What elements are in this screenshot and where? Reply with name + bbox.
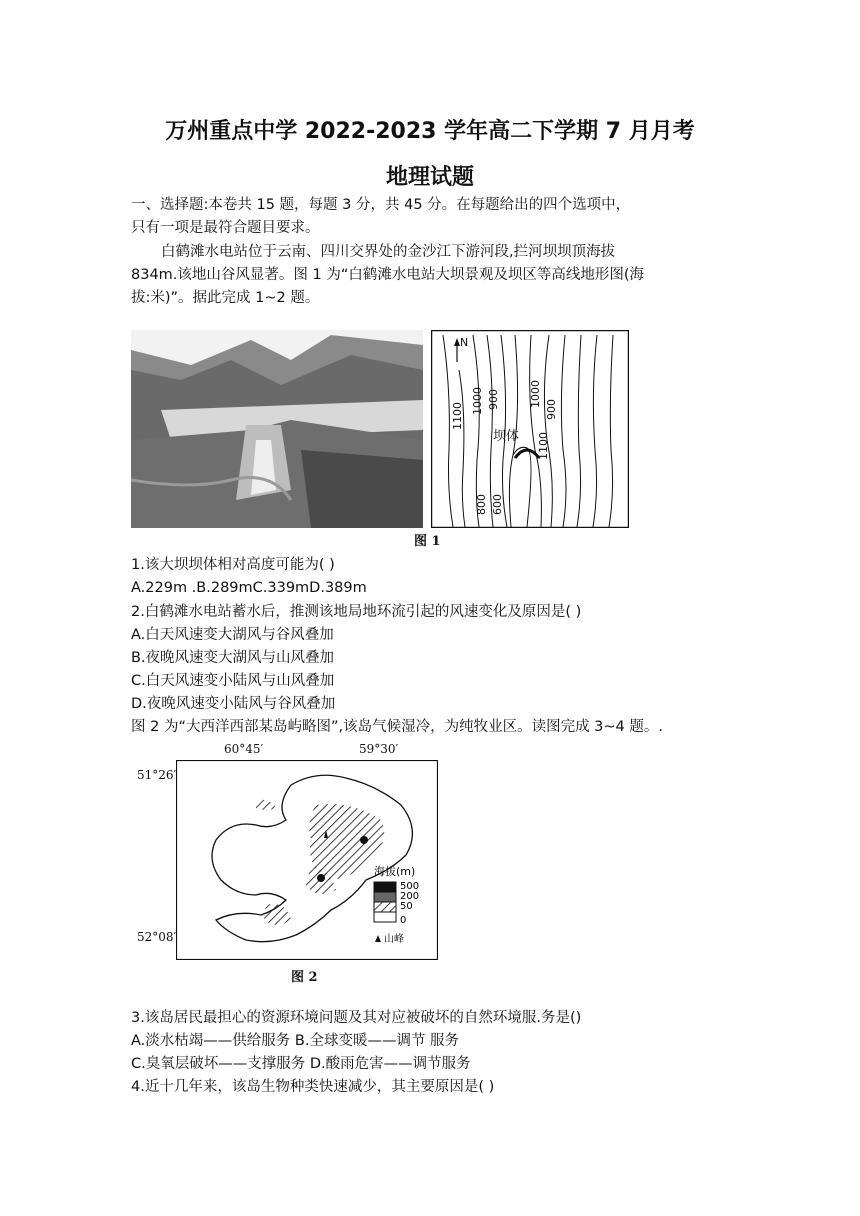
passage1-line1: 白鹤滩水电站位于云南、四川交界处的金沙江下游河段,拦河坝坝顶海拔 <box>161 244 616 260</box>
q2-option-d: D.夜晚风速变小陆风与谷风叠加 <box>131 696 336 712</box>
contour-map <box>431 330 629 528</box>
figure1 <box>131 330 631 548</box>
q2-option-c: C.白天风速变小陆风与山风叠加 <box>131 673 335 689</box>
q2-option-a: A.白天风速变大湖风与谷风叠加 <box>131 627 334 643</box>
q4-stem: 4.近十几年来，该岛生物种类快速减少，其主要原因是( ) <box>131 1079 495 1095</box>
lat-bottom: 52°08′ <box>137 930 177 944</box>
figure1-label: 图 1 <box>414 534 441 549</box>
lat-top: 51°26′ <box>137 768 177 782</box>
legend-500: 500 <box>400 881 420 892</box>
exam-subtitle: 地理试题 <box>385 165 474 190</box>
contour-label-1000-right: 1000 <box>529 380 542 408</box>
contour-label-1100-left: 1100 <box>451 402 464 430</box>
passage2: 图 2 为“大西洋西部某岛屿略图”,该岛气候湿冷，为纯牧业区。读图完成 3~4 题。. <box>131 719 664 735</box>
figure2 <box>131 742 441 987</box>
q1-options: A.229m .B.289mC.339mD.389m <box>131 580 367 596</box>
legend-0: 0 <box>400 915 407 926</box>
q2-stem: 2.白鹤滩水电站蓄水后，推测该地局地环流引起的风速变化及原因是( ) <box>131 604 582 620</box>
q3-options-line1: A.淡水枯竭——供给服务 B.全球变暖——调节 服务 <box>131 1033 460 1049</box>
passage1-line3: 拔:米)”。据此完成 1~2 题。 <box>131 290 320 306</box>
figure2-label: 图 2 <box>291 970 318 985</box>
contour-label-600: 600 <box>491 494 504 515</box>
dam-label: 坝体 <box>493 429 520 444</box>
legend-title: 海拔(m) <box>374 865 416 878</box>
lon-right: 59°30′ <box>359 742 399 756</box>
lon-left: 60°45′ <box>224 742 264 756</box>
contour-label-1100-right: 1100 <box>537 432 550 460</box>
contour-label-900-left: 900 <box>487 389 500 410</box>
q1-stem: 1.该大坝坝体相对高度可能为( ) <box>131 557 335 573</box>
exam-title: 万州重点中学 2022-2023 学年高二下学期 7 月月考 <box>165 119 695 144</box>
dam-photo <box>131 330 423 528</box>
contour-label-800: 800 <box>475 494 488 515</box>
legend-200: 200 <box>400 891 420 902</box>
section-intro-line2: 只有一项是最符合题目要求。 <box>131 220 320 236</box>
contour-label-1000-left: 1000 <box>471 387 484 415</box>
legend-50: 50 <box>400 901 413 912</box>
passage1-line2: 834m.该地山谷风显著。图 1 为“白鹤滩水电站大坝景观及坝区等高线地形图(海 <box>131 267 645 283</box>
north-label: N <box>460 336 469 349</box>
q2-option-b: B.夜晚风速变大湖风与山风叠加 <box>131 650 335 666</box>
island-map <box>176 760 438 960</box>
section-intro-line1: 一、选择题:本卷共 15 题，每题 3 分，共 45 分。在每题给出的四个选项中， <box>131 197 631 213</box>
q3-stem: 3.该岛居民最担心的资源环境问题及其对应被破坏的自然环境服.务是() <box>131 1010 582 1026</box>
contour-label-900-right: 900 <box>545 399 558 420</box>
q3-options-line2: C.臭氧层破坏——支撑服务 D.酸雨危害——调节服务 <box>131 1056 471 1072</box>
legend-peak: 山峰 <box>384 934 404 945</box>
